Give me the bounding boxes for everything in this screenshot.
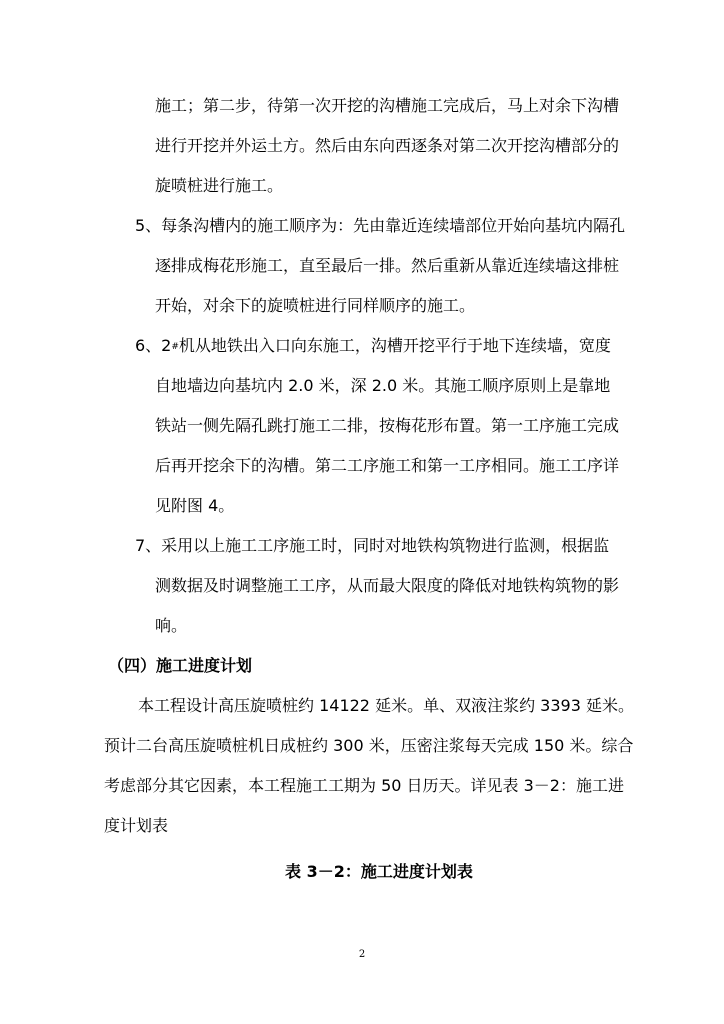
item7-line-1: 7、采用以上施工工序施工时，同时对地铁构筑物进行监测，根据监 [135,536,610,555]
item4-line-1: 施工；第二步，待第一次开挖的沟槽施工完成后，马上对余下沟槽 [155,96,620,115]
item7-line-2: 测数据及时调整施工工序，从而最大限度的降低对地铁构筑物的影 [155,576,620,595]
item4-line-2: 进行开挖并外运土方。然后由东向西逐条对第二次开挖沟槽部分的 [155,136,620,155]
section-line-2: 预计二台高压旋喷桩机日成桩约 300 米，压密注浆每天完成 150 米。综合 [104,736,634,755]
item5-line-3: 开始，对余下的旋喷桩进行同样顺序的施工。 [155,296,476,315]
section-heading: （四）施工进度计划 [108,656,253,675]
item6-line-1 [135,336,611,359]
item5-line-2: 逐排成梅花形施工，直至最后一排。然后重新从靠近连续墙这排桩 [155,256,620,275]
item6-rest: 机从地铁出入口向东施工，沟槽开挖平行于地下连续墙，宽度 [178,336,611,355]
item4-line-3: 旋喷桩进行施工。 [155,176,284,195]
item6-line-4: 后再开挖余下的沟槽。第二工序施工和第一工序相同。施工工序详 [155,456,620,475]
item6-line-2: 自地墙边向基坑内 2.0 米，深 2.0 米。其施工顺序原则上是靠地 [155,376,611,395]
item6-line-3: 铁站一侧先隔孔跳打施工二排，按梅花形布置。第一工序施工完成 [155,416,620,435]
section-line-1: 本工程设计高压旋喷桩约 14122 延米。单、双液注浆约 3393 延米。 [138,696,634,715]
page-number: 2 [358,949,366,960]
item6-line-5: 见附图 4。 [155,496,235,515]
item6-superscript: # [171,342,179,352]
section-line-3: 考虑部分其它因素，本工程施工工期为 50 日历天。详见表 3－2：施工进 [104,776,624,795]
item6-prefix: 6、2 [135,336,172,355]
section-line-4: 度计划表 [104,816,169,835]
table-caption: 表 3－2：施工进度计划表 [285,862,473,881]
item5-line-1: 5、每条沟槽内的施工顺序为：先由靠近连续墙部位开始向基坑内隔孔 [135,216,626,235]
item7-line-3: 响。 [155,616,188,635]
